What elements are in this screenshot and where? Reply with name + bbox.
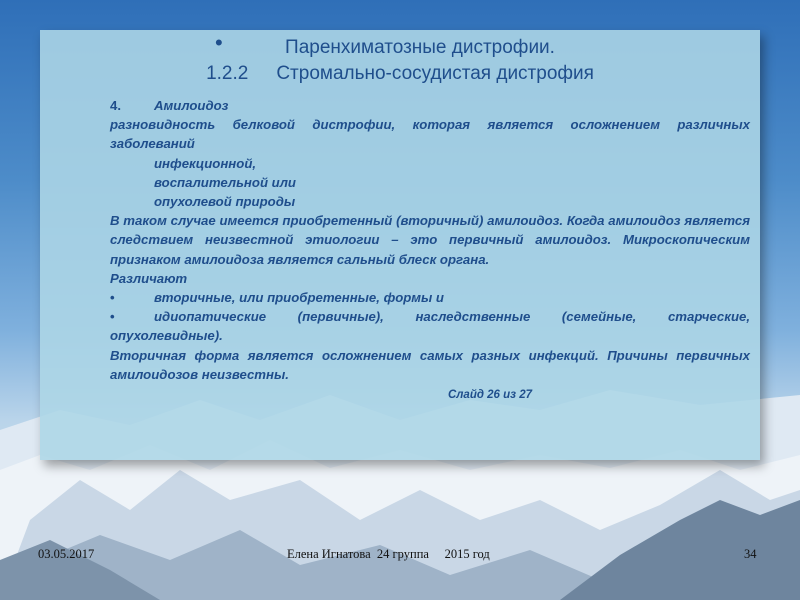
cause-text: опухолевой природы xyxy=(154,194,296,210)
paragraph-1: В таком случае имеется приобретенный (вторичный) амилоидоз. Когда амилоидоз является следствием неизвестной этиологии – это первичный амилоидоз. Микроскопическим признаком амилоидоза является сальный блеск органа. xyxy=(110,213,750,267)
slide-counter: Слайд 26 из 27 xyxy=(447,389,533,402)
distinguish-label: Различают xyxy=(110,270,188,286)
paragraph-2: Вторичная форма является осложнением самых разных инфекций. Причины первичных амилоидозов неизвестны. xyxy=(110,347,750,382)
cause-text: инфекционной, xyxy=(154,155,257,171)
title-section-text: Стромально-сосудистая дистрофия xyxy=(276,63,594,84)
slide-title xyxy=(40,35,760,87)
title-section-number: 1.2.2 xyxy=(206,63,249,84)
cause-item xyxy=(110,192,750,211)
definition-text: разновидность белковой дистрофии, которая является осложнением различных заболеваний xyxy=(110,117,750,152)
bullet-icon: • xyxy=(110,309,115,325)
title-line-2 xyxy=(40,61,760,87)
cause-item xyxy=(110,154,750,173)
cause-text: воспалительной или xyxy=(154,174,296,190)
bullet-icon: • xyxy=(110,290,115,306)
title-bullet: • xyxy=(215,30,223,55)
cause-item xyxy=(110,173,750,192)
title-line-1: Паренхиматозные дистрофии. xyxy=(285,37,555,58)
footer-date: 03.05.2017 xyxy=(38,547,95,561)
form-item xyxy=(110,307,750,345)
footer-page-number: 34 xyxy=(744,547,757,561)
heading-row xyxy=(110,96,750,115)
form-item xyxy=(110,288,750,307)
footer-author: Елена Игнатова 24 группа 2015 год xyxy=(287,547,490,561)
form-text: идиопатические (первичные), наследственные (семейные, старческие, опухолевидные). xyxy=(110,309,750,344)
slide-body xyxy=(110,96,750,405)
form-text: вторичные, или приобретенные, формы и xyxy=(154,290,444,306)
heading-text: Амилоидоз xyxy=(154,98,229,113)
heading-number: 4. xyxy=(110,98,121,113)
